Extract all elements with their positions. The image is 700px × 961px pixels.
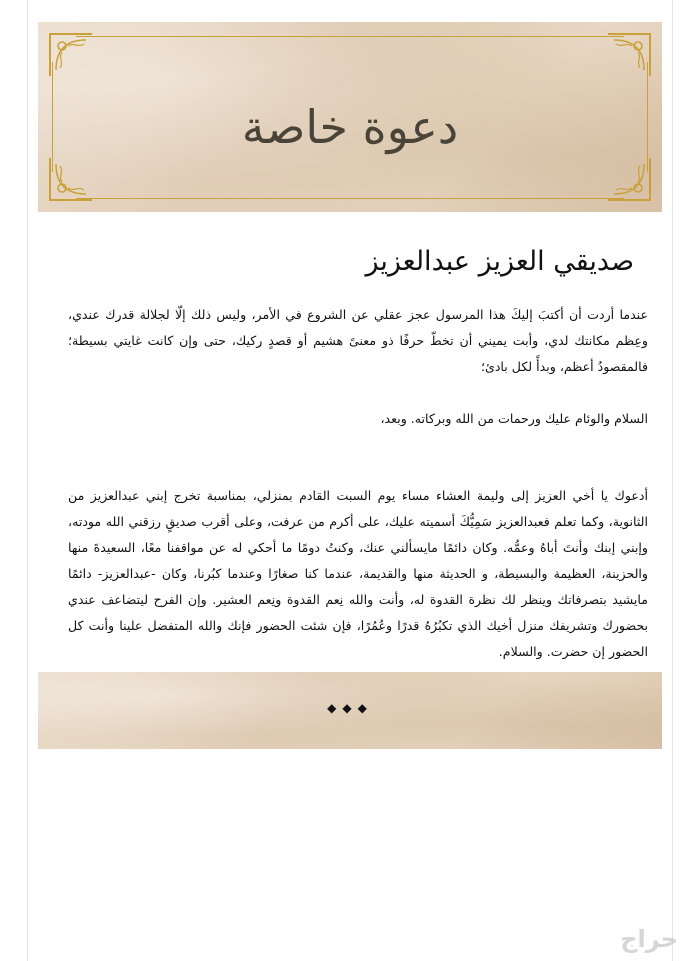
frame-top-line (76, 36, 624, 37)
letter-paragraph-intro: عندما أردت أن أكتبَ إليكَ هذا المرسول عجز عقلي عن الشروع في الأمر، وليس ذلك إلّا لجلالة قدرك عندي، وعِظم مكانتك لدي، وأبت يميني أن تخطّ حرفًا ذو معنىً هشيم أو قصدٍ ركيك، حتى وإن كانت غايتي بسيطة؛ فالمقصودُ أعظم، وبدأً لكل بادئ؛ (68, 307, 648, 374)
footer-banner (38, 672, 662, 749)
corner-ornament-icon (606, 156, 652, 202)
letter-paragraph-body: أدعوك يا أخي العزيز إلى وليمة العشاء مساء يوم السبت القادم بمنزلي، بمناسبة تخرج إبني عبدالعزيز من الثانوية، وكما تعلم فعبدالعزيز سَمِيُّكَ أسميته عليك، على أكرم من عرفت، وعلى أقرب صديقٍ رزقني الله مودته، وإبني إبنك وأنتَ أباهُ وعمُّه. وكان دائمًا مايسألني عنك، وكنتُ دومًا ما أحكي له عن مواقفنا معًا، السعيدةَ منها والحزينة، العظيمة والبسيطة، و الحديثة منها والقديمة، عندما كنا صغارًا وعندما كبُرنا، وكان -عبدالعزيز- دائمًا مايشيد بتصرفاتك وينظر لك نظرة القدوة له، وأنت والله نِعم القدوة ونِعم العشير. وإن الفرح ليتضاعف عندي بحضورك وتشريفك منزل أخيك الذي تكبُرُهُ قدرًا وعُمُرًا، فإن شئت الحضور فإنك والله المتفضل علينا وأنت كل الحضور إن حضرت. والسلام. (68, 488, 648, 659)
corner-ornament-icon (606, 32, 652, 78)
letter-heading: صديقي العزيز عبدالعزيز (365, 246, 634, 277)
frame-bottom-line (76, 198, 624, 199)
header-banner (38, 22, 662, 212)
invitation-title: دعوة خاصة (241, 100, 459, 154)
letter-paragraph-salutation: السلام والوئام عليك ورحمات من الله وبركاته. وبعد، (380, 411, 648, 426)
corner-ornament-icon (48, 32, 94, 78)
footer-ornament: ◆◆◆ (327, 701, 373, 715)
invitation-page (27, 0, 673, 961)
corner-ornament-icon (48, 156, 94, 202)
site-watermark: حراج (620, 925, 678, 953)
